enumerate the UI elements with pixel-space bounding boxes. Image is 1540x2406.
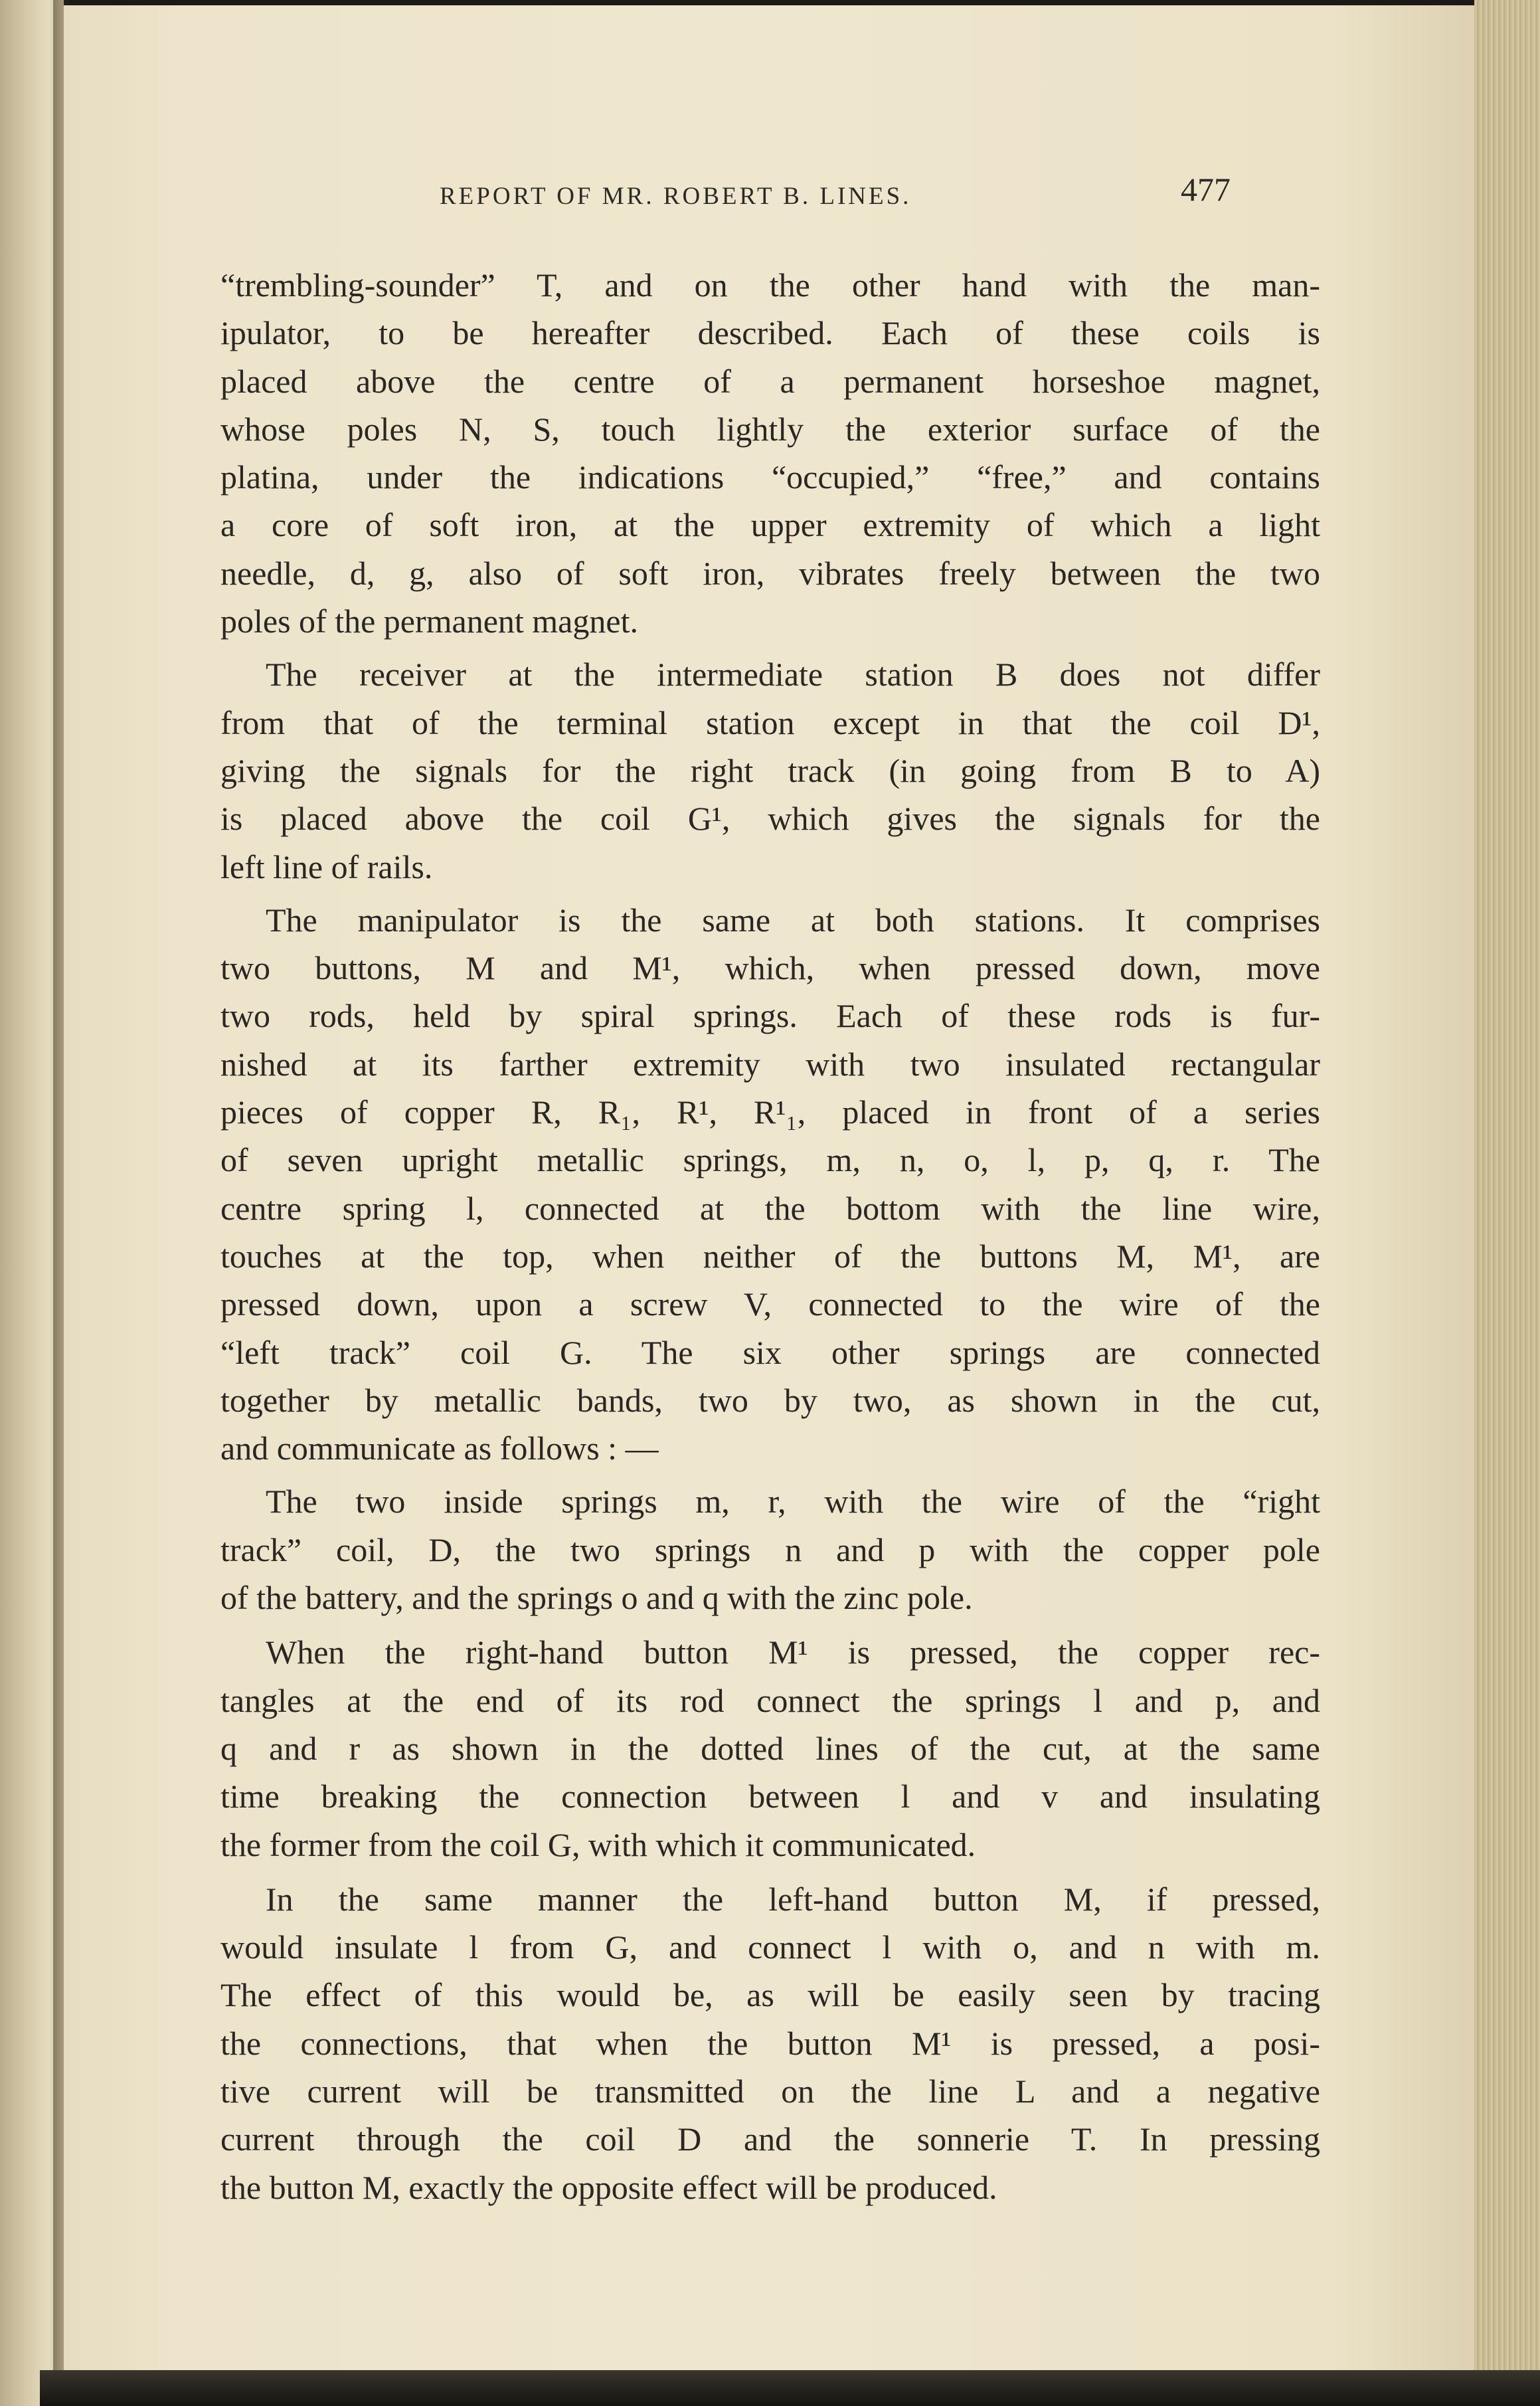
text-line: two rods, held by spiral springs. Each of these rods is fur-: [220, 997, 1320, 1035]
text-line: touches at the top, when neither of the buttons M, M¹, are: [220, 1237, 1320, 1275]
text-line: would insulate l from G, and connect l with o, and n with m.: [220, 1928, 1320, 1966]
text-line: q and r as shown in the dotted lines of the cut, at the same: [220, 1729, 1320, 1767]
page-number: 477: [1181, 171, 1231, 208]
text-line: pressed down, upon a screw V, connected to the wire of the: [220, 1285, 1320, 1323]
paragraph-gap: [220, 1621, 1320, 1628]
text-line: two buttons, M and M¹, which, when pressed down, move: [220, 949, 1320, 987]
text-line: the former from the coil G, with which it communicated.: [220, 1825, 976, 1863]
text-line: tive current will be transmitted on the line L and a negative: [220, 2072, 1320, 2110]
text-line: centre spring l, connected at the bottom with the line wire,: [220, 1189, 1320, 1227]
text-line: track” coil, D, the two springs n and p with the copper pole: [220, 1530, 1320, 1568]
text-line: tangles at the end of its rod connect the springs l and p, and: [220, 1681, 1320, 1719]
text-line: giving the signals for the right track (in going from B to A): [220, 751, 1320, 789]
text-line: pieces of copper R, R₁, R¹, R¹₁, placed in front of a series: [220, 1093, 1320, 1131]
text-line: needle, d, g, also of soft iron, vibrates freely between the two: [220, 554, 1320, 592]
text-line: a core of soft iron, at the upper extremity of which a light: [220, 506, 1320, 544]
page-edges-right: [1474, 0, 1540, 2406]
paragraph: [220, 1628, 1320, 1868]
text-line: placed above the centre of a permanent horseshoe magnet,: [220, 362, 1320, 400]
text-line: and communicate as follows : —: [220, 1430, 659, 1467]
text-line: poles of the permanent magnet.: [220, 602, 638, 640]
text-line: the connections, that when the button M¹ is pressed, a posi-: [220, 2024, 1320, 2062]
paragraph: [220, 896, 1320, 1473]
paragraph: [220, 1477, 1320, 1621]
text-line: ipulator, to be hereafter described. Each of these coils is: [220, 314, 1320, 352]
paragraph-gap: [220, 1869, 1320, 1875]
page-header: [64, 170, 1474, 223]
text-line: current through the coil D and the sonnerie T. In pressing: [220, 2120, 1320, 2158]
text-line: The effect of this would be, as will be easily seen by tracing: [220, 1976, 1320, 2014]
paragraph: [220, 1875, 1320, 2211]
text-line: platina, under the indications “occupied,” “free,” and contains: [220, 458, 1320, 496]
text-line: the button M, exactly the opposite effect will be produced.: [220, 2168, 997, 2206]
text-line: is placed above the coil G¹, which gives the signals for the: [220, 800, 1320, 838]
text-line: The manipulator is the same at both stations. It comprises: [266, 901, 1320, 939]
text-line: of seven upright metallic springs, m, n, o, l, p, q, r. The: [220, 1141, 1320, 1179]
text-line: The two inside springs m, r, with the wire of the “right: [266, 1483, 1320, 1521]
paragraph: [220, 261, 1320, 645]
paragraph-gap: [220, 645, 1320, 650]
text-line: In the same manner the left-hand button M, if pressed,: [266, 1880, 1320, 1918]
running-head: REPORT OF MR. ROBERT B. LINES.: [440, 183, 912, 210]
text-line: left line of rails.: [220, 848, 433, 885]
paragraph: [220, 650, 1320, 890]
book-page: [64, 5, 1474, 2370]
text-line: together by metallic bands, two by two, as shown in the cut,: [220, 1381, 1320, 1419]
text-line: “trembling-sounder” T, and on the other hand with the man-: [220, 266, 1320, 304]
text-line: nished at its farther extremity with two insulated rectangular: [220, 1045, 1320, 1083]
text-line: whose poles N, S, touch lightly the exterior surface of the: [220, 410, 1320, 448]
paragraph-gap: [220, 891, 1320, 896]
text-line: The receiver at the intermediate station B does not differ: [266, 656, 1320, 694]
text-line: from that of the terminal station except in that the coil D¹,: [220, 703, 1320, 741]
body-text: [220, 261, 1320, 2211]
paragraph-gap: [220, 1472, 1320, 1477]
book-cover-edge: [40, 2370, 1540, 2406]
text-line: time breaking the connection between l and v and insulating: [220, 1778, 1320, 1815]
text-line: “left track” coil G. The six other springs are connected: [220, 1333, 1320, 1371]
text-line: of the battery, and the springs o and q with the zinc pole.: [220, 1579, 973, 1617]
text-line: When the right-hand button M¹ is pressed, the copper rec-: [266, 1633, 1320, 1671]
